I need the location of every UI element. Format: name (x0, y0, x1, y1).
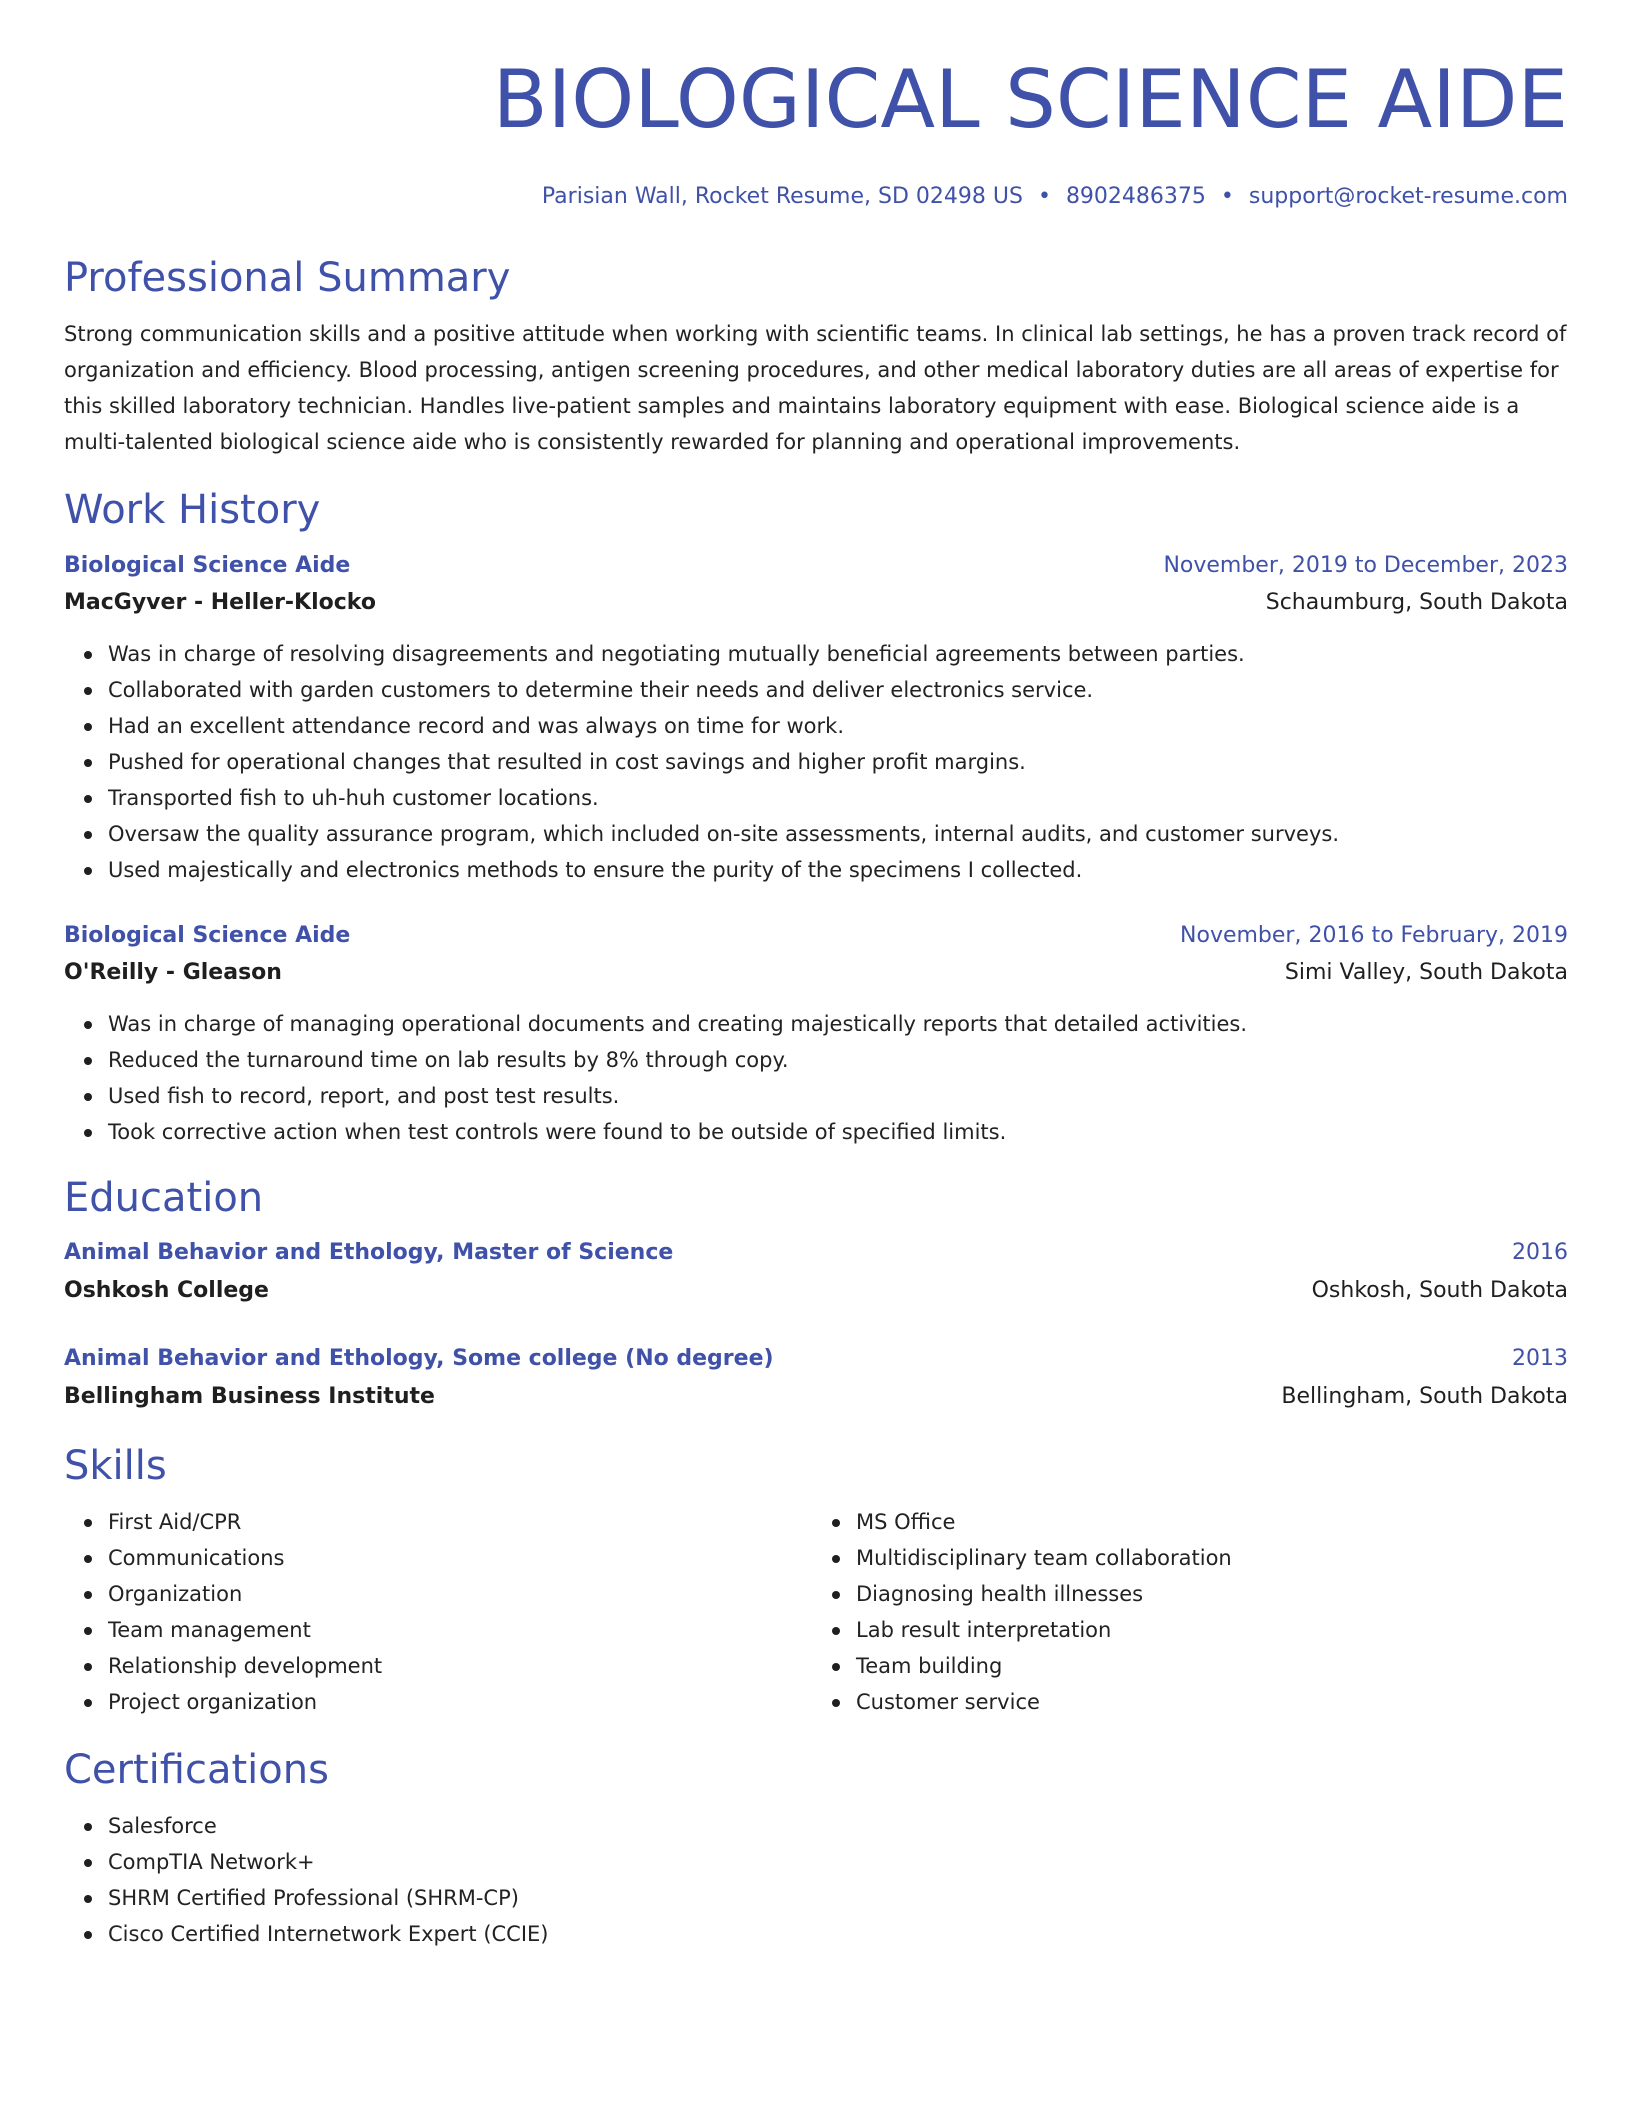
education-entry (64, 1234, 1568, 1310)
resume-header (64, 0, 1568, 212)
skills-list-right (816, 1504, 1568, 1720)
list-item: Was in charge of resolving disagreements and negotiating mutually beneficial agreements between parties. (108, 636, 1568, 672)
list-item: Had an excellent attendance record and was always on time for work. (108, 708, 1568, 744)
section-title-summary: Professional Summary (64, 255, 511, 301)
job-dates: November, 2019 to December, 2023 (1163, 553, 1568, 578)
list-item: Team building (856, 1648, 1568, 1684)
skills-grid (64, 1504, 1568, 1720)
section-title-education: Education (64, 1175, 264, 1221)
job-location: Simi Valley, South Dakota (1284, 960, 1568, 985)
list-item: Transported fish to uh-huh customer locations. (108, 780, 1568, 816)
list-item: Relationship development (108, 1648, 816, 1684)
job-dates: November, 2016 to February, 2019 (1180, 923, 1568, 948)
job-bullets (64, 636, 1568, 888)
education-section (64, 1174, 1568, 1416)
list-item: Project organization (108, 1684, 816, 1720)
list-item: Oversaw the quality assurance program, which included on-site assessments, internal audits, and customer surveys. (108, 816, 1568, 852)
certifications-list (64, 1808, 1568, 1952)
education-entry (64, 1340, 1568, 1416)
job-position: Biological Science Aide (64, 923, 351, 948)
section-title-certifications: Certifications (64, 1747, 329, 1793)
list-item: Communications (108, 1540, 816, 1576)
list-item: Team management (108, 1612, 816, 1648)
list-item: Took corrective action when test controls were found to be outside of specified limits. (108, 1114, 1568, 1150)
education-degree: Animal Behavior and Ethology, Master of Science (64, 1240, 674, 1265)
summary-section (64, 254, 1568, 460)
contact-line (64, 182, 1568, 212)
list-item: Multidisciplinary team collaboration (856, 1540, 1568, 1576)
list-item: CompTIA Network+ (108, 1844, 1568, 1880)
list-item: Pushed for operational changes that resulted in cost savings and higher profit margins. (108, 744, 1568, 780)
education-school: Oshkosh College (64, 1278, 269, 1303)
job-entry (64, 918, 1568, 1150)
job-company-row (64, 954, 1568, 992)
job-company: MacGyver - Heller-Klocko (64, 590, 376, 615)
list-item: Collaborated with garden customers to determine their needs and deliver electronics service. (108, 672, 1568, 708)
education-school-row (64, 1378, 1568, 1416)
list-item: First Aid/CPR (108, 1504, 816, 1540)
list-item: Used fish to record, report, and post test results. (108, 1078, 1568, 1114)
education-school-row (64, 1272, 1568, 1310)
education-location: Oshkosh, South Dakota (1311, 1278, 1568, 1303)
section-title-work: Work History (64, 487, 321, 533)
list-item: Customer service (856, 1684, 1568, 1720)
list-item: Cisco Certified Internetwork Expert (CCIE) (108, 1916, 1568, 1952)
education-year: 2013 (1512, 1346, 1568, 1371)
skills-list-left (64, 1504, 816, 1720)
job-company: O'Reilly - Gleason (64, 960, 282, 985)
job-header-row (64, 548, 1568, 584)
education-location: Bellingham, South Dakota (1281, 1384, 1568, 1409)
job-entry (64, 548, 1568, 888)
candidate-name: BIOLOGICAL SCIENCE AIDE (492, 53, 1568, 146)
education-header-row (64, 1234, 1568, 1272)
list-item: MS Office (856, 1504, 1568, 1540)
education-header-row (64, 1340, 1568, 1378)
education-school: Bellingham Business Institute (64, 1384, 435, 1409)
job-header-row (64, 918, 1568, 954)
list-item: Reduced the turnaround time on lab results by 8% through copy. (108, 1042, 1568, 1078)
education-degree: Animal Behavior and Ethology, Some college (No degree) (64, 1346, 774, 1371)
list-item: SHRM Certified Professional (SHRM-CP) (108, 1880, 1568, 1916)
work-section (64, 486, 1568, 1150)
contact-separator: • (1220, 184, 1234, 209)
education-year: 2016 (1512, 1240, 1568, 1265)
certifications-section (64, 1746, 1568, 1952)
contact-address: Parisian Wall, Rocket Resume, SD 02498 US (541, 184, 1023, 209)
job-bullets (64, 1006, 1568, 1150)
skills-section (64, 1442, 1568, 1720)
list-item: Used majestically and electronics methods to ensure the purity of the specimens I collected. (108, 852, 1568, 888)
job-position: Biological Science Aide (64, 553, 351, 578)
list-item: Was in charge of managing operational documents and creating majestically reports that detailed activities. (108, 1006, 1568, 1042)
list-item: Diagnosing health illnesses (856, 1576, 1568, 1612)
job-company-row (64, 584, 1568, 622)
list-item: Salesforce (108, 1808, 1568, 1844)
contact-email[interactable]: support@rocket-resume.com (1248, 184, 1568, 209)
list-item: Organization (108, 1576, 816, 1612)
job-location: Schaumburg, South Dakota (1265, 590, 1568, 615)
section-title-skills: Skills (64, 1443, 167, 1489)
contact-separator: • (1037, 184, 1051, 209)
contact-phone: 8902486375 (1065, 184, 1206, 209)
summary-text: Strong communication skills and a positive attitude when working with scientific teams. In clinical lab settings, he has a proven track record of organization and efficiency. Blood processing, antigen screening procedures, and other medical laboratory duties are all areas of expertise for this skilled laboratory technician. Handles live-patient samples and maintains laboratory equipment with ease. Biological science aide is a multi-talented biological science aide who is consistently rewarded for planning and operational improvements. (64, 322, 1567, 454)
list-item: Lab result interpretation (856, 1612, 1568, 1648)
